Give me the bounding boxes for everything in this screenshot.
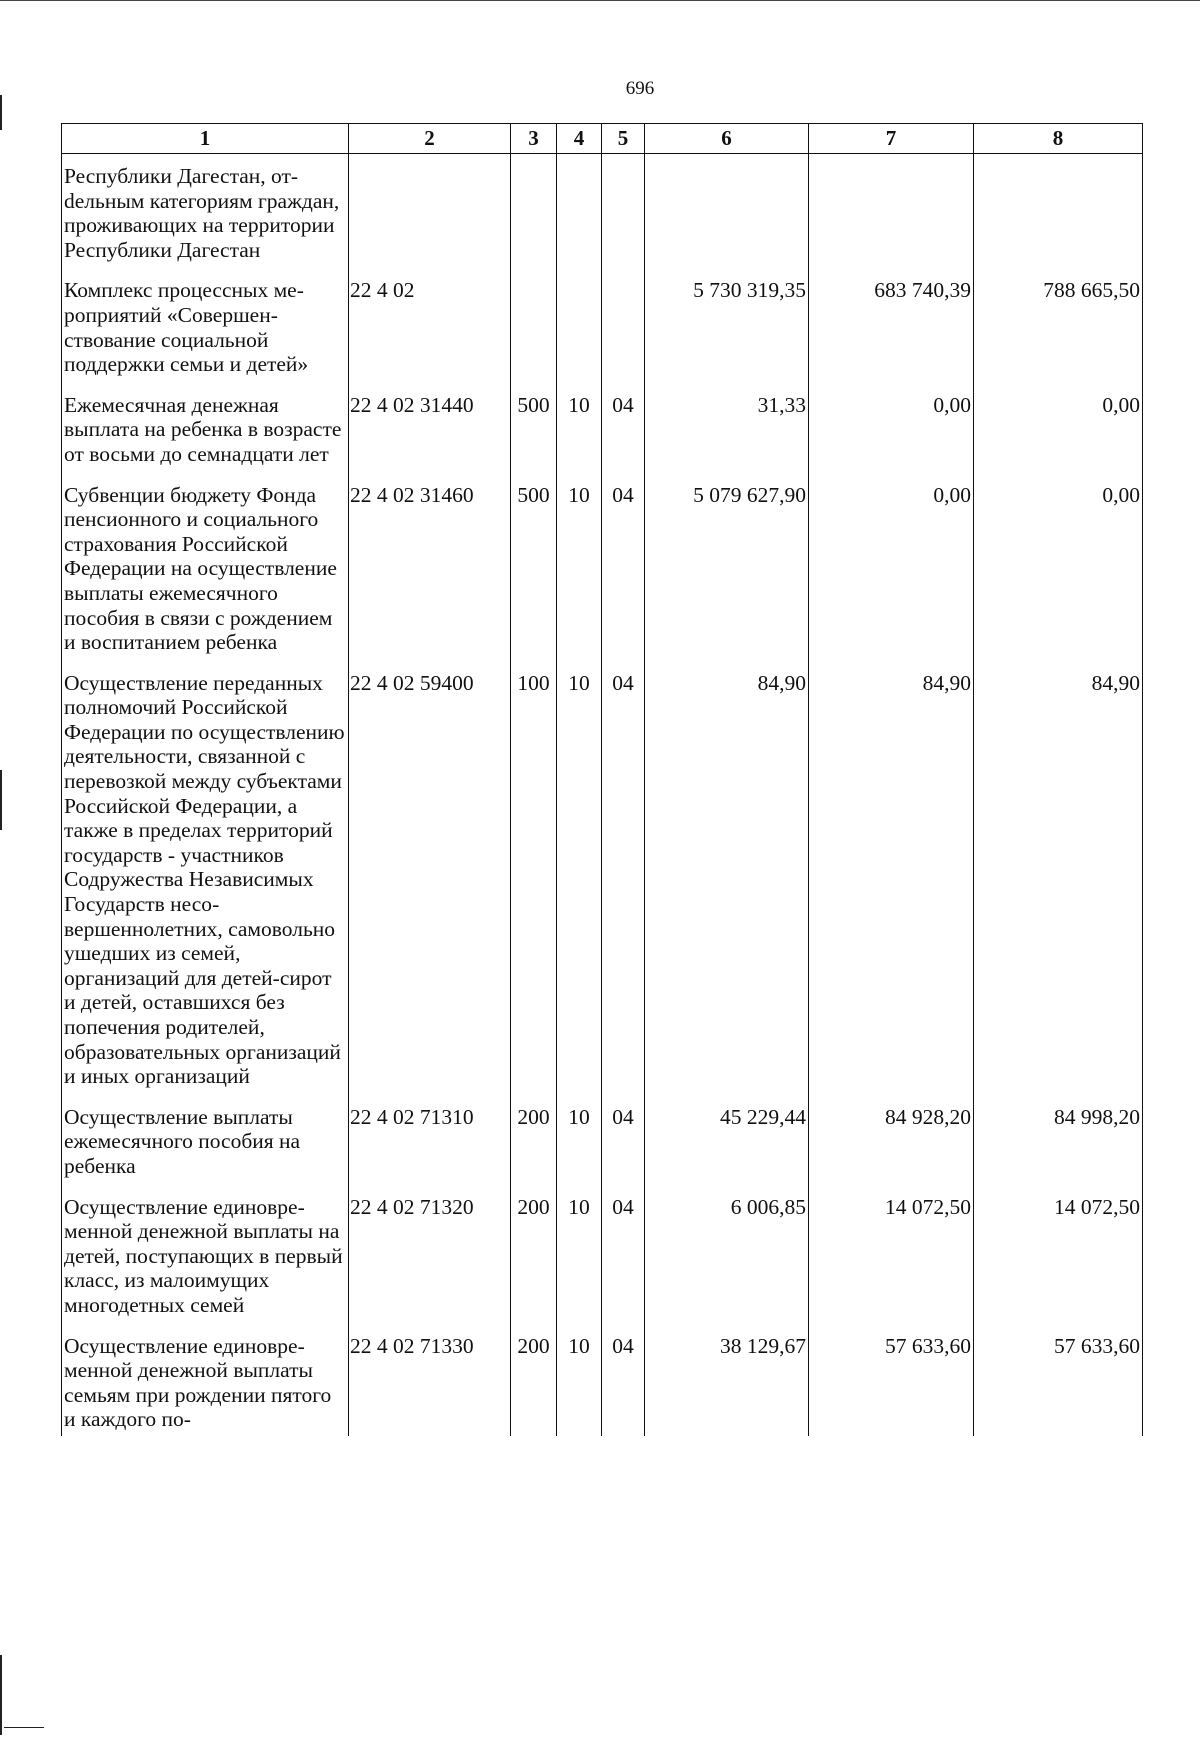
column-5-value: 04 [602,483,645,671]
amount-column-6: 5 730 319,35 [645,278,809,392]
item-name: Осуществление единовременной денежной выплаты семьям при рождении пятого и каждого по- [62,1334,349,1436]
amount-column-8: 0,00 [974,393,1143,483]
column-header: 5 [602,124,645,154]
column-5-value: 04 [602,393,645,483]
table-row [62,1195,1143,1334]
column-3-value: 200 [511,1105,557,1195]
column-4-value: 10 [557,1334,602,1436]
classification-code: 22 4 02 71320 [349,1195,511,1334]
amount-column-8: 788 665,50 [974,278,1143,392]
column-5-value: 04 [602,1334,645,1436]
column-5-value: 04 [602,671,645,1105]
amount-column-6 [645,154,809,279]
amount-column-8: 14 072,50 [974,1195,1143,1334]
amount-column-7: 84 928,20 [809,1105,974,1195]
column-3-value: 500 [511,483,557,671]
column-4-value [557,154,602,279]
column-3-value: 500 [511,393,557,483]
item-name: Комплекс процессных мероприятий «Совершенствование социальной поддержки семьи и детей» [62,278,349,392]
column-5-value [602,154,645,279]
amount-column-7: 0,00 [809,483,974,671]
scan-margin-mark [0,770,2,830]
amount-column-8: 0,00 [974,483,1143,671]
column-header: 7 [809,124,974,154]
amount-column-6: 38 129,67 [645,1334,809,1436]
item-name: Субвенции бюджету Фонда пенсионного и социального страхования Российской Федерации на осуществление выплаты ежемесячного пособия в связи с рождением и воспитанием ребенка [62,483,349,671]
column-4-value: 10 [557,671,602,1105]
column-5-value: 04 [602,1195,645,1334]
scan-margin-mark [0,95,2,130]
table-row [62,1334,1143,1436]
item-name: Осуществление выплаты ежемесячного пособия на ребенка [62,1105,349,1195]
table-row [62,154,1143,279]
table-row [62,483,1143,671]
scan-top-edge [0,0,1200,1]
column-header: 2 [349,124,511,154]
amount-column-8: 57 633,60 [974,1334,1143,1436]
column-header: 6 [645,124,809,154]
header-row [62,124,1143,154]
amount-column-7: 57 633,60 [809,1334,974,1436]
classification-code: 22 4 02 71330 [349,1334,511,1436]
table-row [62,393,1143,483]
amount-column-6: 45 229,44 [645,1105,809,1195]
amount-column-8: 84 998,20 [974,1105,1143,1195]
table-row [62,1105,1143,1195]
amount-column-6: 31,33 [645,393,809,483]
scan-margin-mark [4,1727,44,1728]
classification-code: 22 4 02 59400 [349,671,511,1105]
classification-code: 22 4 02 31460 [349,483,511,671]
column-3-value [511,278,557,392]
classification-code: 22 4 02 31440 [349,393,511,483]
column-header: 1 [62,124,349,154]
classification-code: 22 4 02 [349,278,511,392]
amount-column-7: 683 740,39 [809,278,974,392]
item-name: Осуществление единовременной денежной выплаты на детей, поступающих в первый класс, из малоимущих многодетных семей [62,1195,349,1334]
column-header: 4 [557,124,602,154]
column-5-value: 04 [602,1105,645,1195]
table-row [62,671,1143,1105]
amount-column-7 [809,154,974,279]
table-row [62,278,1143,392]
classification-code: 22 4 02 71310 [349,1105,511,1195]
amount-column-7: 0,00 [809,393,974,483]
item-name: Ежемесячная денежная выплата на ребенка в возрасте от восьми до семнадцати лет [62,393,349,483]
amount-column-6: 84,90 [645,671,809,1105]
column-4-value [557,278,602,392]
amount-column-6: 6 006,85 [645,1195,809,1334]
amount-column-6: 5 079 627,90 [645,483,809,671]
amount-column-7: 14 072,50 [809,1195,974,1334]
item-name: Республики Дагестан, отdельным категориям граждан, проживающих на территории Республики Дагестан [62,154,349,279]
column-5-value [602,278,645,392]
column-3-value: 200 [511,1195,557,1334]
scan-margin-mark [0,1655,2,1735]
column-header: 8 [974,124,1143,154]
column-3-value: 200 [511,1334,557,1436]
amount-column-7: 84,90 [809,671,974,1105]
page-number: 696 [625,78,655,99]
item-name: Осуществление переданных полномочий Российской Федерации по осуществлению деятельности, связанной с перевозкой между субъектами Российской Федерации, а также в пределах территорий государств - участников Содружества Независимых Государств несовершеннолетних, самовольно ушедших из семей, организаций для детей-сирот и детей, оставшихся без попечения родителей, образовательных организаций и иных организаций [62,671,349,1105]
classification-code [349,154,511,279]
column-4-value: 10 [557,1195,602,1334]
amount-column-8 [974,154,1143,279]
column-3-value: 100 [511,671,557,1105]
amount-column-8: 84,90 [974,671,1143,1105]
column-4-value: 10 [557,483,602,671]
column-4-value: 10 [557,1105,602,1195]
budget-table [61,123,1143,1436]
column-header: 3 [511,124,557,154]
column-4-value: 10 [557,393,602,483]
column-3-value [511,154,557,279]
